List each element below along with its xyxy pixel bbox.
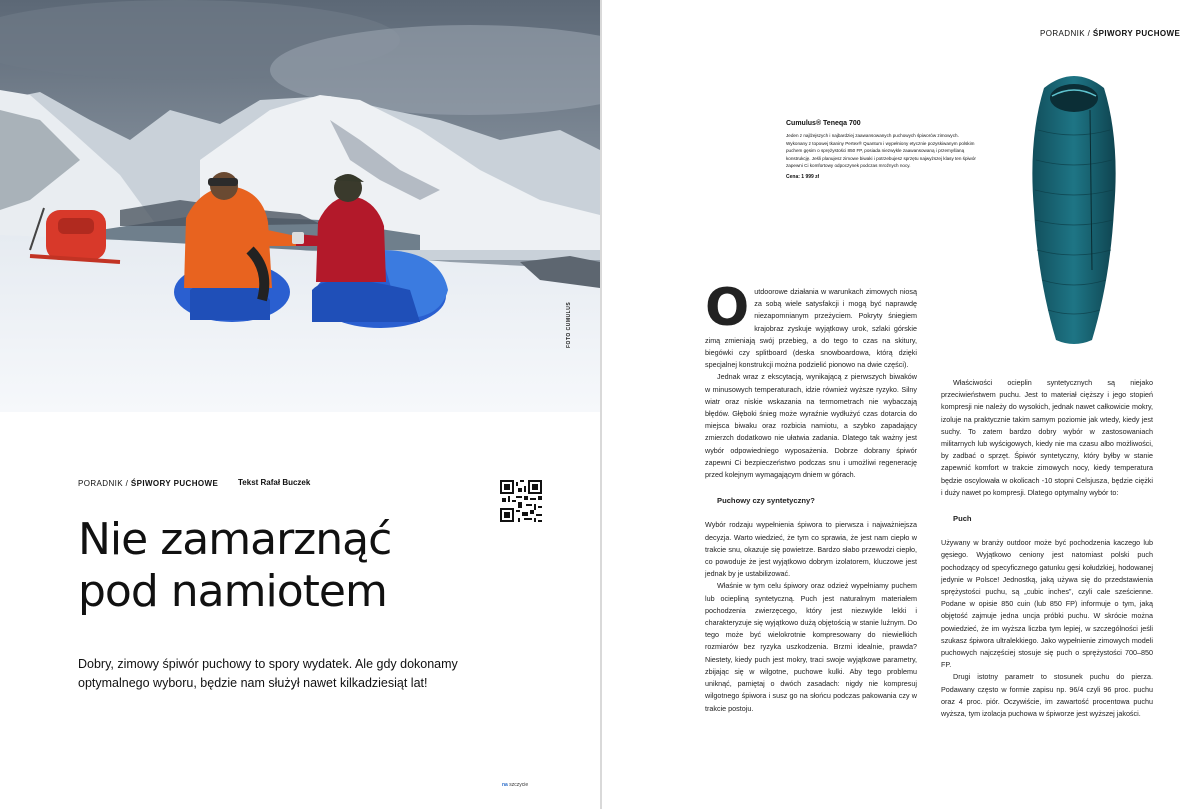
right-page	[602, 0, 1202, 809]
winter-camp-photo	[0, 0, 600, 412]
logo-na: na	[502, 782, 508, 788]
subheading: Puch	[953, 514, 972, 524]
title-line-2: pod namiotem	[78, 566, 387, 617]
article-lede: Dobry, zimowy śpiwór puchowy to spory wydatek. Ale gdy dokonamy optymalnego wyboru, będzie nam służył nawet kilkadziesiąt lat!	[78, 657, 458, 690]
product-price: Cena: 1 999 zł	[786, 173, 820, 180]
sleeping-bag-image	[1022, 70, 1126, 348]
kicker-prefix: PORADNIK /	[78, 479, 129, 488]
product-description: Jeden z najlżejszych i najbardziej zaawansowanych puchowych śpiworów zimowych. Wykonany z topowej tkaniny Pertex® Quantum i wypełniony etycznie pozyskiwanym polskim puchem gęsim o sprężystości 850 FP, posiada niezwykle zaawansowaną i przemyślaną konstrukcję. Jeśli planujesz zimowe biwaki i potrzebujesz sprzętu najwyższej klasy ten śpiwór zapewni Ci komfortowy odpoczynek podczas mroźnych nocy.	[786, 133, 976, 169]
kicker-section: ŚPIWORY PUCHOWE	[130, 479, 219, 488]
product-box	[786, 120, 976, 180]
paragraph: Wybór rodzaju wypełnienia śpiwora to pierwsza i najważniejsza decyzja. Warto wiedzieć, że tym co sprawia, że jest nam ciepło w trakcie snu, okazuje się powietrze. Bardzo słabo przewodzi ciepło, co powoduje że jest wyjątkowo dobrym izolatorem, kluczowe jest jednak by je ustabilizować.	[705, 520, 917, 579]
left-page	[0, 0, 600, 809]
section-prefix: PORADNIK /	[1040, 29, 1091, 38]
title-line-1: Nie zamarznąć	[78, 514, 392, 565]
magazine-logo	[502, 782, 528, 788]
article-title	[78, 514, 391, 618]
text-column-1	[705, 278, 917, 715]
section-kicker	[78, 479, 218, 488]
paragraph: Jednak wraz z ekscytacją, wynikającą z pierwszych biwaków w minusowych temperaturach, idzie również wyższe ryzyko. Silny wiatr oraz niskie wskazania na termometrach nie wybaczają błędów. Głęboki śnieg może wyraźnie wydłużyć czas dotarcia do miejsca biwaku oraz rozbicia namiotu, a szybko zapadający zmierzch dodatkowo nie ułatwia zadania. Dlatego tak ważny jest wybór odpowiedniego wyposażenia. Dobrze dobrany śpiwór zapewni Ci bezpieczeństwo podczas snu i umożliwi regenerację przed kolejnym wymagającym dniem w górach.	[705, 372, 917, 480]
text-column-2	[941, 377, 1153, 720]
paragraph-text: utdoorowe działania w warunkach zimowych niosą za sobą wiele satysfakcji i mogą być naprawdę niezapomnianym przeżyciem. Pokryty śniegiem krajobraz zyskuje wyjątkowy urok, szlaki górskie zimą zmieniają swój przebieg, a do tego to czas na skitury, biegówki czy splitboard (deska snowboardowa, którą dzięki specjalnej konstrukcji można podzielić pionowo na dwie części).	[705, 287, 917, 370]
section-tag	[1040, 29, 1180, 38]
qr-code[interactable]	[500, 480, 542, 522]
subheading: Puchowy czy syntetyczny?	[717, 496, 815, 506]
drop-cap: O	[705, 278, 749, 338]
paragraph: Używany w branży outdoor może być pochodzenia kaczego lub gęsiego. Wyjątkowo ceniony jest natomiast polski puch pochodzący od specyficznego gatunku gęsi kołudzkiej, hodowanej jedynie w Polsce! Jednostką, jaką używa się do przedstawienia sprężystości puchu, są „cubic inches”, czyli cale sześcienne. Podane w opisie 850 cuin (lub 850 FP) informuje o tym, jaką objętość zajmuje jedna uncja próbki puchu. W skrócie można powiedzieć, że im wyższa liczba tym lepiej, w szczególności jeśli szukasz śpiwora ultralekkiego. Jako wypełnienie zimowych modeli puchowych najczęściej stosuje się puch o sprężystości 700–850 FP.	[941, 538, 1153, 670]
photo-credit: FOTO CUMULUS	[566, 301, 572, 348]
product-name: Cumulus® Teneqa 700	[786, 120, 861, 127]
paragraph: Drugi istotny parametr to stosunek puchu do pierza. Podawany często w formie zapisu np. 96/4 czyli 96 proc. puchu oraz 4 proc. piór. Oczywiście, im zawartość procentowa puchu wyższa, tym izolacja puchowa w śpiworze jest wyższej jakości.	[941, 672, 1153, 719]
author-byline: Tekst Rafał Buczek	[238, 478, 311, 487]
logo-szczycie: szczycie	[509, 782, 529, 788]
paragraph: Właściwości ocieplin syntetycznych są niejako przeciwieństwem puchu. Jest to materiał cięższy i jego stopień kompresji nie należy do wysokich, jednak nawet całkowicie mokry, izoluje na praktycznie takim samym poziomie jak wtedy, kiedy jest suchy. To zatem bardzo dobry wybór w zastosowaniach militarnych lub wyścigowych, kiedy nie ma czasu albo możliwości, by zadbać o sprzęt. Śpiwór syntetyczny, który byłby w stanie zapewnić komfort w trakcie zimowych nocy, kiedy temperatura będzie oscylowała w okolicach -10 stopni Celsjusza, będzie ciężki i duży nawet po kompresji. Dlatego optymalny wybór to:	[941, 378, 1153, 497]
paragraph	[705, 278, 917, 371]
section-name: ŚPIWORY PUCHOWE	[1092, 29, 1181, 38]
paragraph: Właśnie w tym celu śpiwory oraz odzież wypełniamy puchem lub ociepliną syntetyczną. Puch jest naturalnym materiałem pochodzenia zwierzęcego, który jest niezwykle lekki i charakteryzuje się wyjątkowo dużą objętością w stanie luźnym. Do tego może być wielokrotnie kompresowany do niewielkich rozmiarów bez ryzyka uszkodzenia. Brzmi idealnie, prawda? Niestety, kiedy puch jest mokry, traci swoje wyjątkowe parametry, zbijając się w wilgotne, puchowe kulki. Aby tego problemu uniknąć, pamiętaj o dwóch zasadach: nigdy nie kompresuj wilgotnego śpiwora i susz go na słońcu podczas pakowania czy w trakcie postoju.	[705, 581, 917, 713]
